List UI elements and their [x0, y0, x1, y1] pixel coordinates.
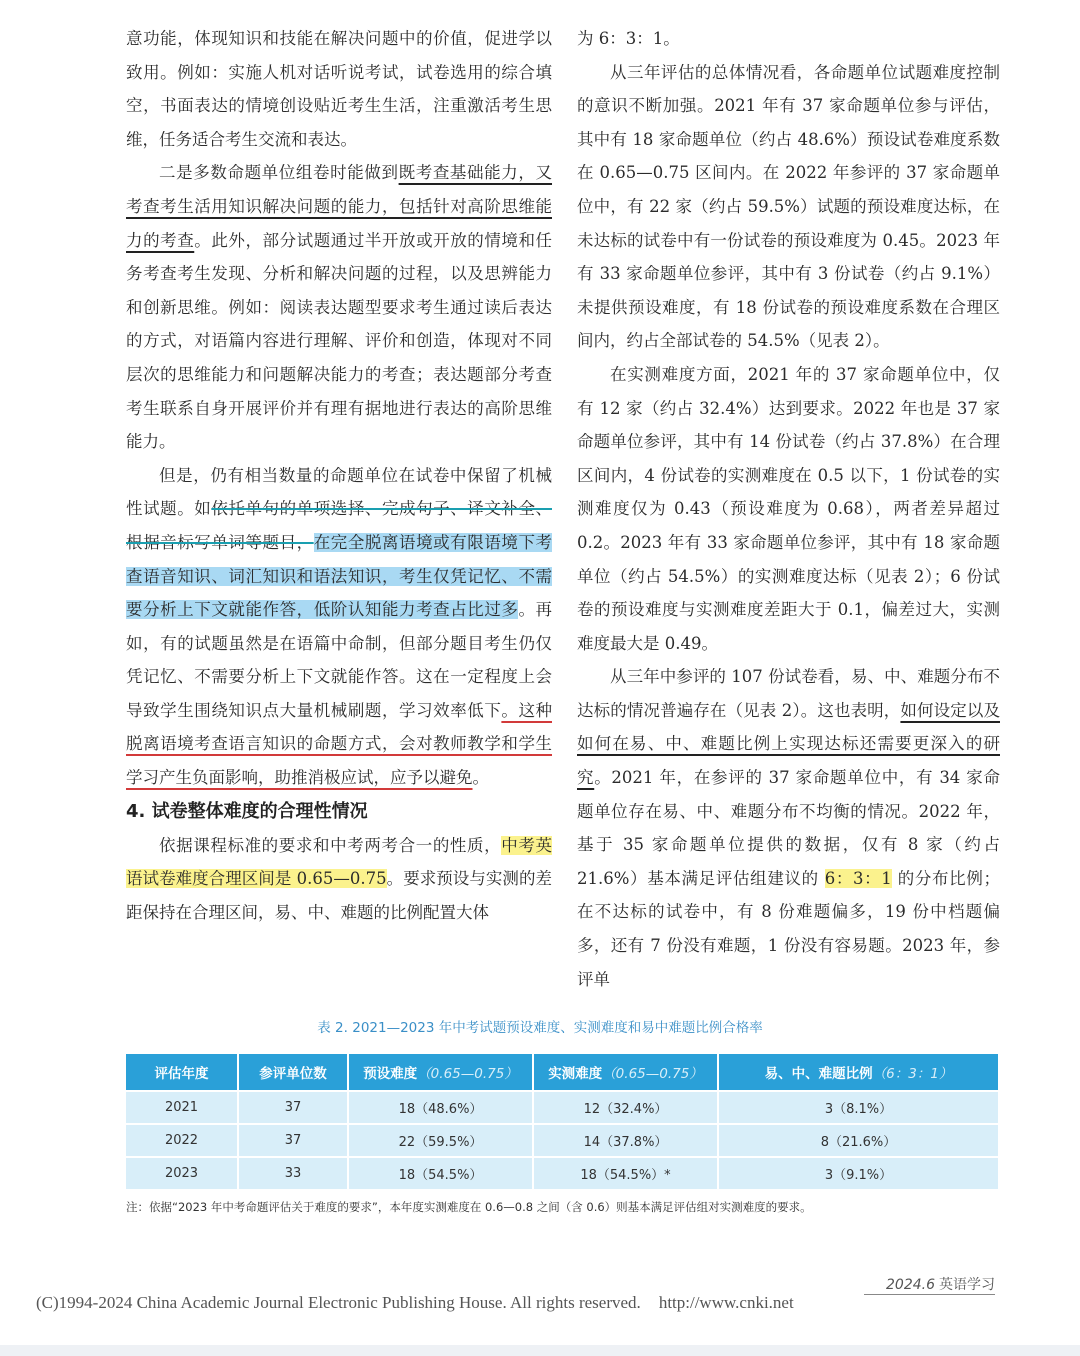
copyright-line	[36, 1293, 794, 1313]
journal-footer	[864, 1274, 995, 1295]
header-preset-label: 预设难度	[363, 1066, 418, 1082]
right-p3-lead: 从三年中参评的 107 份试卷看，易、中、难题分布不达标的情况普遍存在（见表 2）。这也表明，	[577, 667, 1000, 720]
table-header-row	[126, 1054, 998, 1091]
cnki-link[interactable]: http://www.cnki.net	[658, 1293, 794, 1312]
cell-units: 37	[238, 1091, 348, 1124]
header-preset-range: （0.65—0.75）	[417, 1066, 518, 1082]
table-row	[126, 1091, 998, 1124]
cell-measured: 14（37.8%）	[533, 1124, 718, 1157]
cell-preset: 18（48.6%）	[348, 1091, 533, 1124]
header-preset	[348, 1054, 533, 1091]
header-measured-range: （0.65—0.75）	[602, 1066, 703, 1082]
cell-year: 2021	[126, 1091, 238, 1124]
table-note: 注：依据“2023 年中考命题评估关于难度的要求”，本年度实测难度在 0.6—0.8 之间（含 0.6）则基本满足评估组对实测难度的要求。	[126, 1200, 812, 1214]
header-measured-label: 实测难度	[548, 1066, 603, 1082]
left-p3-middle: 。再如，有的试题虽然是在语篇中命制，但部分题目考生仍仅凭记忆、不需要分析上下文就能作答。这在一定程度上会导致学生围绕知识点大量机械刷题，学习效率低下	[126, 600, 552, 720]
left-p2-rest: 。此外，部分试题通过半开放或开放的情境和任务考查考生发现、分析和解决问题的过程，以及思辨能力和创新思维。例如：阅读表达题型要求考生通过读后表达的方式，对语篇内容进行理解、评价和创造，体现对不同层次的思维能力和问题解决能力的考查；表达题部分考查考生联系自身开展评价并有理有据地进行表达的高阶思维能力。	[126, 230, 552, 452]
right-paragraph-2: 在实测难度方面，2021 年的 37 家命题单位中，仅有 12 家（约占 32.4%）达到要求。2022 年也是 37 家命题单位参评，其中有 14 份试卷（约占 37.8%）在合理区间内，4 份试卷的实测难度在 0.5 以下，1 份试卷的实测难度仅为 0.43（预设难度为 0.68），两者差异超过 0.2。2023 年有 33 家命题单位参评，其中有 18 家命题单位（约占 54.5%）的实测难度达标（见表 2）；6 份试卷的预设难度与实测难度差距大于 0.1，偏差过大，实测难度最大是 0.49。	[577, 364, 1000, 653]
strikethrough-mechanical-items: 依托单句的单项选择、完成句子、译文补全、根据音标写单词等题目，	[126, 499, 552, 552]
right-column	[577, 22, 1000, 996]
header-year: 评估年度	[126, 1054, 238, 1091]
cell-ratio: 3（8.1%）	[718, 1091, 998, 1124]
cell-measured: 18（54.5%）*	[533, 1157, 718, 1189]
right-paragraph-3	[577, 660, 1000, 996]
blue-highlight-context-free: 在完全脱离语境或有限语境下考查语音知识、词汇知识和语法知识，考生仅凭记忆、不需要分析上下文就能作答，低阶认知能力考查占比过多	[126, 532, 552, 620]
header-ratio	[718, 1054, 998, 1091]
left-paragraph-1: 意功能，体现知识和技能在解决问题中的价值，促进学以致用。例如：实施人机对话听说考试，试卷选用的综合填空，书面表达的情境创设贴近考生生活，注重激活考生思维，任务适合考生交流和表达。	[126, 29, 552, 149]
cell-units: 33	[238, 1157, 348, 1189]
left-p2-lead: 二是多数命题单位组卷时能做到	[159, 163, 399, 183]
right-paragraph-1: 从三年评估的总体情况看，各命题单位试题难度控制的意识不断加强。2021 年有 37 家命题单位参与评估，其中有 18 家命题单位（约占 48.6%）预设试卷难度系数在 0.65—0.75 区间内。在 2022 年参评的 37 家命题单位中，有 22 家（约占 59.5%）试题的预设难度达标，在未达标的试卷中有一份试卷的预设难度为 0.45。2023 年有 33 家命题单位参评，其中有 3 份试卷（约占 9.1%）未提供预设难度，有 18 份试卷的预设难度系数在合理区间内，约占全部试卷的 54.5%（见表 2）。	[577, 62, 1000, 351]
red-underline-negative-impact: 。这种脱离语境考查语言知识的命题方式，会对教师教学和学生学习产生负面影响，助推消极应试，应予以避免	[126, 700, 552, 788]
table-caption: 表 2. 2021—2023 年中考试题预设难度、实测难度和易中难题比例合格率	[317, 1020, 763, 1036]
yellow-highlight-ratio: 6：3：1	[824, 868, 892, 888]
right-paragraph-0: 为 6：3：1。	[577, 29, 680, 48]
right-p3-rest: 的分布比例；在不达标的试卷中，有 8 份难题偏多，19 份中档题偏多，还有 7 份没有难题，1 份没有容易题。2023 年，参评单	[577, 868, 1000, 989]
cell-year: 2022	[126, 1124, 238, 1157]
cell-measured: 12（32.4%）	[533, 1091, 718, 1124]
left-p4-rest: 。要求预设与实测的差距保持在合理区间，易、中、难题的比例配置大体	[126, 869, 552, 922]
cell-preset: 18（54.5%）	[348, 1157, 533, 1189]
copyright-text: (C)1994-2024 China Academic Journal Electronic Publishing House. All rights reserved.	[36, 1293, 641, 1312]
header-ratio-range: （6：3：1）	[872, 1066, 953, 1082]
section-heading-difficulty: 4. 试卷整体难度的合理性情况	[126, 800, 368, 822]
left-paragraph-3	[126, 459, 552, 795]
cell-year: 2023	[126, 1157, 238, 1189]
left-column	[126, 22, 552, 929]
left-paragraph-4	[126, 829, 552, 930]
bottom-bar	[0, 1345, 1080, 1356]
cell-preset: 22（59.5%）	[348, 1124, 533, 1157]
left-p3-end: 。	[472, 768, 489, 788]
right-p3-middle: 。2021 年，在参评的 37 家命题单位中，有 34 家命题单位存在易、中、难题分布不均衡的情况。2022 年，基于 35 家命题单位提供的数据，仅有 8 家（约占 21.6%）基本满足评估组建议的	[577, 768, 1000, 888]
journal-name: 英语学习	[939, 1277, 995, 1293]
underlined-phrase-further-research: 如何设定以及如何在易、中、难题比例上实现达标还需要更深入的研究	[577, 700, 1000, 788]
header-ratio-label: 易、中、难题比例	[764, 1066, 873, 1082]
table-row	[126, 1157, 998, 1189]
header-measured	[533, 1054, 718, 1091]
yellow-highlight-difficulty-range: 中考英语试卷难度合理区间是 0.65—0.75	[126, 835, 553, 889]
journal-issue: 2024.6	[886, 1277, 935, 1293]
left-p4-lead: 依据课程标准的要求和中考两考合一的性质，	[159, 835, 502, 855]
cell-units: 37	[238, 1124, 348, 1157]
cell-ratio: 8（21.6%）	[718, 1124, 998, 1157]
header-units: 参评单位数	[238, 1054, 348, 1091]
left-paragraph-2	[126, 156, 552, 458]
underlined-phrase-basic-ability: 既考查基础能力，又考查考生活用知识解决问题的能力，包括针对高阶思维能力的考查	[126, 163, 553, 250]
table-row	[126, 1124, 998, 1157]
difficulty-table	[126, 1054, 998, 1189]
left-p3-lead: 但是，仍有相当数量的命题单位在试卷中保留了机械性试题。如	[126, 465, 552, 519]
cell-ratio: 3（9.1%）	[718, 1157, 998, 1189]
